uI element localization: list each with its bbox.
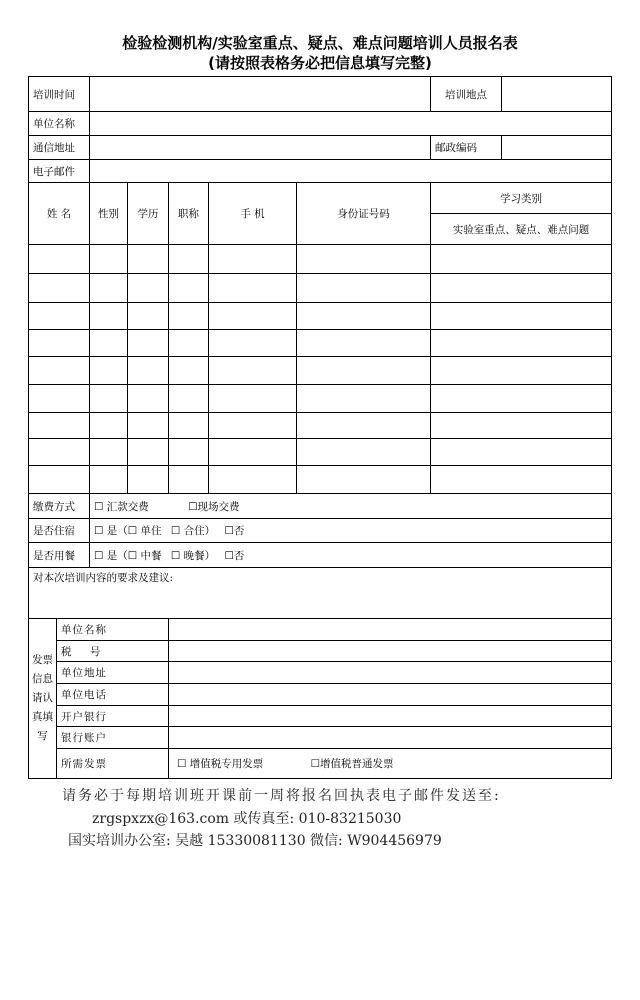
postcode-label: 邮政编码 bbox=[431, 136, 502, 160]
form-subtitle: (请按照表格务必把信息填写完整) bbox=[208, 54, 432, 72]
training-place-field[interactable] bbox=[502, 77, 612, 112]
participant-gender-cell[interactable] bbox=[90, 330, 128, 357]
participant-title-cell[interactable] bbox=[169, 274, 209, 303]
email-label: 电子邮件 bbox=[29, 160, 90, 183]
participant-id-cell[interactable] bbox=[297, 245, 431, 274]
participant-education-cell[interactable] bbox=[128, 330, 169, 357]
invoice-account-label: 银行账户 bbox=[57, 727, 169, 749]
participant-title-cell[interactable] bbox=[169, 466, 209, 494]
participant-education-cell[interactable] bbox=[128, 303, 169, 330]
participant-title-cell[interactable] bbox=[169, 413, 209, 439]
participant-row bbox=[29, 330, 612, 357]
meals-label: 是否用餐 bbox=[29, 543, 90, 568]
invoice-unit-name-field[interactable] bbox=[169, 619, 612, 641]
lodging-option-single[interactable]: ☐ 是（☐ 单住 bbox=[94, 525, 162, 537]
participant-gender-cell[interactable] bbox=[90, 385, 128, 413]
participant-study-cell[interactable] bbox=[431, 274, 612, 303]
lodging-option-no[interactable]: ☐否 bbox=[224, 525, 245, 537]
participant-study-cell[interactable] bbox=[431, 245, 612, 274]
postcode-field[interactable] bbox=[502, 136, 612, 160]
participant-gender-cell[interactable] bbox=[90, 303, 128, 330]
invoice-address-label: 单位地址 bbox=[57, 662, 169, 684]
participant-education-cell[interactable] bbox=[128, 466, 169, 494]
meals-option-lunch[interactable]: ☐ 是（☐ 中餐 bbox=[94, 549, 162, 562]
col-header-gender: 性别 bbox=[90, 183, 128, 245]
invoice-address-field[interactable] bbox=[169, 662, 612, 684]
participant-gender-cell[interactable] bbox=[90, 245, 128, 274]
participant-phone-cell[interactable] bbox=[209, 330, 297, 357]
unit-name-label: 单位名称 bbox=[29, 112, 90, 136]
training-time-field[interactable] bbox=[90, 77, 431, 112]
participant-title-cell[interactable] bbox=[169, 357, 209, 385]
address-field[interactable] bbox=[90, 136, 431, 160]
participant-name-cell[interactable] bbox=[29, 303, 90, 330]
participant-row bbox=[29, 274, 612, 303]
invoice-side-label: 发票信息请认真填写 bbox=[29, 619, 57, 779]
participant-id-cell[interactable] bbox=[297, 439, 431, 466]
participant-id-cell[interactable] bbox=[297, 466, 431, 494]
participant-phone-cell[interactable] bbox=[209, 413, 297, 439]
registration-form-table bbox=[28, 76, 612, 779]
col-header-study-option: 实验室重点、疑点、难点问题 bbox=[431, 214, 612, 245]
participant-name-cell[interactable] bbox=[29, 274, 90, 303]
payment-method-options bbox=[90, 494, 612, 519]
participant-row bbox=[29, 439, 612, 466]
invoice-type-label: 所需发票 bbox=[57, 749, 169, 779]
participant-phone-cell[interactable] bbox=[209, 385, 297, 413]
payment-method-label: 缴费方式 bbox=[29, 494, 90, 519]
suggestion-field[interactable] bbox=[29, 568, 612, 619]
participant-name-cell[interactable] bbox=[29, 330, 90, 357]
participant-title-cell[interactable] bbox=[169, 439, 209, 466]
col-header-study-category: 学习类别 bbox=[431, 183, 612, 214]
participant-name-cell[interactable] bbox=[29, 439, 90, 466]
participant-study-cell[interactable] bbox=[431, 413, 612, 439]
participant-id-cell[interactable] bbox=[297, 357, 431, 385]
participant-study-cell[interactable] bbox=[431, 466, 612, 494]
address-label: 通信地址 bbox=[29, 136, 90, 160]
participant-gender-cell[interactable] bbox=[90, 466, 128, 494]
col-header-education: 学历 bbox=[128, 183, 169, 245]
lodging-options bbox=[90, 519, 612, 543]
participant-id-cell[interactable] bbox=[297, 330, 431, 357]
participant-phone-cell[interactable] bbox=[209, 439, 297, 466]
participant-gender-cell[interactable] bbox=[90, 439, 128, 466]
participant-study-cell[interactable] bbox=[431, 385, 612, 413]
participant-row bbox=[29, 303, 612, 330]
meals-options bbox=[90, 543, 612, 568]
participant-phone-cell[interactable] bbox=[209, 357, 297, 385]
invoice-option-special[interactable]: ☐ 增值税专用发票 bbox=[177, 758, 264, 770]
meals-option-no[interactable]: ☐否 bbox=[224, 549, 245, 562]
participant-study-cell[interactable] bbox=[431, 357, 612, 385]
invoice-type-options bbox=[169, 749, 612, 779]
participant-study-cell[interactable] bbox=[431, 330, 612, 357]
footer-contact-email-fax: zrgspxzx@163.com 或传真至: 010-83215030 bbox=[92, 811, 402, 827]
invoice-bank-field[interactable] bbox=[169, 706, 612, 727]
form-title: 检验检测机构/实验室重点、疑点、难点问题培训人员报名表 bbox=[122, 34, 518, 52]
lodging-option-shared[interactable]: ☐ 合住） bbox=[170, 525, 216, 537]
participant-phone-cell[interactable] bbox=[209, 303, 297, 330]
participant-gender-cell[interactable] bbox=[90, 413, 128, 439]
participant-row bbox=[29, 385, 612, 413]
training-place-label: 培训地点 bbox=[431, 77, 502, 112]
invoice-tax-id-field[interactable] bbox=[169, 641, 612, 662]
suggestion-label: 对本次培训内容的要求及建议: bbox=[33, 572, 174, 584]
participant-education-cell[interactable] bbox=[128, 385, 169, 413]
invoice-phone-label: 单位电话 bbox=[57, 684, 169, 706]
participant-row bbox=[29, 413, 612, 439]
participant-education-cell[interactable] bbox=[128, 357, 169, 385]
lodging-label: 是否住宿 bbox=[29, 519, 90, 543]
participant-name-cell[interactable] bbox=[29, 357, 90, 385]
invoice-option-normal[interactable]: ☐增值税普通发票 bbox=[310, 758, 394, 770]
unit-name-field[interactable] bbox=[90, 112, 612, 136]
footer-instruction: 请务必于每期培训班开课前一周将报名回执表电子邮件发送至: bbox=[62, 788, 501, 804]
meals-option-dinner[interactable]: ☐ 晚餐） bbox=[170, 549, 216, 562]
participant-phone-cell[interactable] bbox=[209, 466, 297, 494]
participant-title-cell[interactable] bbox=[169, 245, 209, 274]
footer-contact-person: 国实培训办公室: 吴越 15330081130 微信: W904456979 bbox=[68, 833, 442, 849]
participant-name-cell[interactable] bbox=[29, 413, 90, 439]
invoice-unit-name-label: 单位名称 bbox=[57, 619, 169, 641]
participant-education-cell[interactable] bbox=[128, 245, 169, 274]
participant-id-cell[interactable] bbox=[297, 303, 431, 330]
training-time-label: 培训时间 bbox=[29, 77, 90, 112]
participant-title-cell[interactable] bbox=[169, 385, 209, 413]
invoice-account-field[interactable] bbox=[169, 727, 612, 749]
col-header-id-number: 身份证号码 bbox=[297, 183, 431, 245]
participant-title-cell[interactable] bbox=[169, 330, 209, 357]
participant-id-cell[interactable] bbox=[297, 413, 431, 439]
payment-option-onsite[interactable]: ☐现场交费 bbox=[188, 500, 240, 513]
participant-study-cell[interactable] bbox=[431, 439, 612, 466]
participant-row bbox=[29, 466, 612, 494]
participant-title-cell[interactable] bbox=[169, 303, 209, 330]
participant-row bbox=[29, 357, 612, 385]
participant-phone-cell[interactable] bbox=[209, 274, 297, 303]
participant-name-cell[interactable] bbox=[29, 245, 90, 274]
participant-education-cell[interactable] bbox=[128, 274, 169, 303]
payment-option-remit[interactable]: ☐ 汇款交费 bbox=[94, 500, 149, 513]
invoice-tax-id-label: 税 号 bbox=[57, 641, 169, 662]
participant-name-cell[interactable] bbox=[29, 385, 90, 413]
participant-study-cell[interactable] bbox=[431, 303, 612, 330]
invoice-bank-label: 开户银行 bbox=[57, 706, 169, 727]
col-header-title: 职称 bbox=[169, 183, 209, 245]
participant-gender-cell[interactable] bbox=[90, 274, 128, 303]
participant-row bbox=[29, 245, 612, 274]
participant-gender-cell[interactable] bbox=[90, 357, 128, 385]
participant-phone-cell[interactable] bbox=[209, 245, 297, 274]
col-header-phone: 手 机 bbox=[209, 183, 297, 245]
invoice-phone-field[interactable] bbox=[169, 684, 612, 706]
participant-id-cell[interactable] bbox=[297, 385, 431, 413]
col-header-name: 姓 名 bbox=[29, 183, 90, 245]
participant-name-cell[interactable] bbox=[29, 466, 90, 494]
participant-education-cell[interactable] bbox=[128, 439, 169, 466]
email-field[interactable] bbox=[90, 160, 612, 183]
participant-id-cell[interactable] bbox=[297, 274, 431, 303]
participant-education-cell[interactable] bbox=[128, 413, 169, 439]
